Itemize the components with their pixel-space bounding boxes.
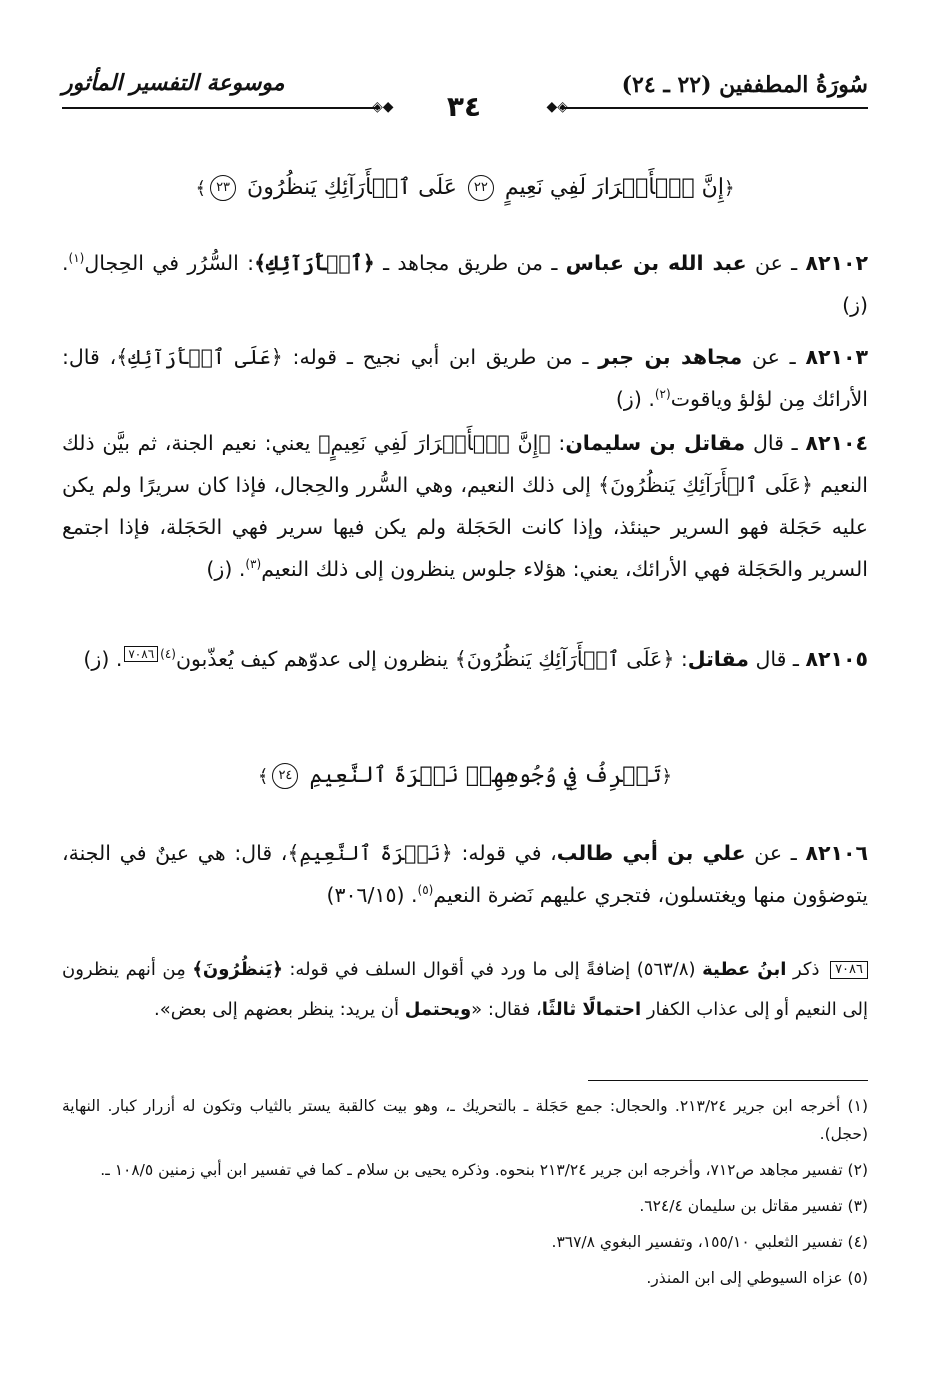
page-header xyxy=(62,64,868,124)
header-rule-left xyxy=(62,107,380,109)
quran-quote: ﴿يَنظُرُونَ﴾ xyxy=(192,959,283,980)
quran-quote: ﴿عَلَى ٱلۡأَرَآئِكِ يَنظُرُونَ﴾ xyxy=(454,647,675,671)
entry-text: ، قال: الأرائك مِن لؤلؤ وياقوت xyxy=(62,345,868,411)
quran-bracket-close-icon: ﴾ xyxy=(195,178,207,199)
entry-text: ـ عن xyxy=(746,251,806,275)
verse-heading xyxy=(62,168,868,209)
quran-bracket-close-icon: ﴾ xyxy=(257,766,269,787)
footnote: (٤) تفسير الثعلبي ١٥٥/١٠، وتفسير البغوي ٣٦٧/٨. xyxy=(551,1233,868,1251)
footnote-marker[interactable]: (١) xyxy=(68,251,85,266)
note-text: مِن أنهم ينظرون إلى النعيم أو إلى عذاب الكفار xyxy=(62,959,868,1020)
entry-text: : xyxy=(674,647,688,671)
entry-text: ـ عن xyxy=(745,841,806,865)
entry-number: ٨٢١٠٣ xyxy=(805,345,868,369)
verse-text: تَعۡرِفُ فِي وُجُوهِهِمۡ نَضۡرَةَ ٱلنَّعِيمِ xyxy=(309,763,662,788)
footnotes xyxy=(62,1092,868,1300)
entry-source: . (ز) xyxy=(615,387,655,411)
rule-ornament-icon: ◆◈ xyxy=(372,99,394,115)
aya-number: ٢٤ xyxy=(272,763,298,789)
page-number: ٣٤ xyxy=(446,90,482,123)
narration-entry xyxy=(62,242,868,326)
quran-quote: ﴿عَلَى ٱلۡأَرَآئِكِ﴾ xyxy=(116,345,283,369)
note-text: ذكر xyxy=(786,959,827,980)
footnote-marker[interactable]: (٣) xyxy=(245,557,262,572)
note-text: ، فقال: « xyxy=(471,999,542,1020)
commentary-number-box: ٧٠٨٦ xyxy=(830,961,868,979)
footnote: (٣) تفسير مقاتل بن سليمان ٦٢٤/٤. xyxy=(639,1197,868,1215)
narrator-name: مقاتل بن سليمان xyxy=(565,431,746,455)
scholar-name: ابنُ عطية xyxy=(702,959,787,980)
footnote: (٢) تفسير مجاهد ص٧١٢، وأخرجه ابن جرير ٢١٣/٢٤ بنحوه. وذكره يحيى بن سلام ـ كما في تفسير ابن أبي زمنين ١٠٨/٥ ـ. xyxy=(100,1161,868,1179)
entry-number: ٨٢١٠٦ xyxy=(805,841,868,865)
emphasis-text: ويحتمل xyxy=(404,999,472,1020)
narration-entry xyxy=(62,336,868,420)
entry-text: ـ عن xyxy=(742,345,806,369)
entry-text: : xyxy=(550,431,566,455)
entry-text: ـ قال xyxy=(745,431,806,455)
narration-entry xyxy=(62,638,868,680)
commentary-note xyxy=(62,950,868,1030)
narrator-name: علي بن أبي طالب xyxy=(556,841,746,865)
verse-text: عَلَى ٱلۡأَرَآئِكِ يَنظُرُونَ xyxy=(247,175,457,200)
aya-number: ٢٣ xyxy=(210,175,236,201)
emphasis-text: احتمالًا ثالثًا xyxy=(541,999,642,1020)
note-text: (٥٦٣/٨) إضافةً إلى ما ورد في أقوال السلف في قوله: xyxy=(282,959,703,980)
entry-number: ٨٢١٠٥ xyxy=(805,647,868,671)
quran-quote: ﴿نَضۡرَةَ ٱلنَّعِيمِ﴾ xyxy=(287,841,453,865)
entry-text: ، في قوله: xyxy=(452,841,557,865)
entry-text: يعني: نعيم الجنة، ثم بيَّن ذلك النعيم ﴿عَلَى ٱلۡأَرَآئِكِ يَنظُرُونَ﴾ إلى ذلك النعيم، وهي السُّرر والحِجال، فإذا كان سريرًا ولم يكن عليه حَجَلة فهو السرير حينئذ، وإذا كانت الحَجَلة ولم يكن فيها سرير فهي الحَجَلة، فإذا اجتمع السرير والحَجَلة فهي الأرائك، يعني: هؤلاء جلوس ينظرون إلى ذلك النعيم xyxy=(62,431,868,581)
entry-text: ـ قال xyxy=(748,647,806,671)
entry-text: ينظرون إلى عدوّهم كيف يُعذّبون xyxy=(175,647,455,671)
entry-source: . (٣٠٦/١٥) xyxy=(326,883,418,907)
verse-heading xyxy=(62,756,868,797)
note-text: أن يريد: ينظر بعضهم إلى بعض». xyxy=(154,999,405,1020)
quran-bracket-open-icon: ﴿ xyxy=(723,178,735,199)
footnote-marker[interactable]: (٢) xyxy=(654,387,671,402)
entry-source: . (ز) xyxy=(62,251,868,317)
entry-source: . (ز) xyxy=(206,557,246,581)
entry-text: : السُّرُر في الحِجال xyxy=(84,251,255,275)
narrator-name: مقاتل xyxy=(687,647,749,671)
entry-text: ، قال: هي عينٌ في الجنة، يتوضؤون منها ويغتسلون، فتجري عليهم نَضرة النعيم xyxy=(62,841,868,907)
verse-text: إِنَّ ٱلۡأَبۡرَارَ لَفِي نَعِيمٍ xyxy=(504,175,724,200)
narration-entry xyxy=(62,832,868,916)
entry-number: ٨٢١٠٢ xyxy=(805,251,868,275)
header-rule-right xyxy=(560,107,868,109)
narrator-name: عبد الله بن عباس xyxy=(565,251,747,275)
rule-ornament-icon: ◈◆ xyxy=(546,99,568,115)
narrator-name: مجاهد بن جبر xyxy=(598,345,743,369)
entry-source: . (ز) xyxy=(83,647,123,671)
quran-bracket-open-icon: ﴿ xyxy=(661,766,673,787)
footnote-marker[interactable]: (٥) xyxy=(417,883,434,898)
book-title: موسوعة التفسير المأثور xyxy=(62,70,285,96)
commentary-reference-box[interactable]: ٧٠٨٦ xyxy=(124,646,158,662)
narration-entry xyxy=(62,422,868,590)
entry-number: ٨٢١٠٤ xyxy=(805,431,868,455)
aya-number: ٢٢ xyxy=(468,175,494,201)
entry-text: ـ من طريق ابن أبي نجيح ـ قوله: xyxy=(282,345,599,369)
footnote: (١) أخرجه ابن جرير ٢١٣/٢٤. والحجال: جمع حَجَلة ـ بالتحريك ـ، وهو بيت كالقبة يستر بالثياب وتكون له أزرار كبار. النهاية (حجل). xyxy=(62,1097,868,1143)
footnote-marker[interactable]: (٤) xyxy=(160,647,176,662)
footnote: (٥) عزاه السيوطي إلى ابن المنذر. xyxy=(646,1269,868,1287)
entry-text: ـ من طريق مجاهد ـ xyxy=(374,251,566,275)
quran-quote: ﴿إِنَّ ٱلۡأَبۡرَارَ لَفِي نَعِيمٍ﴾ xyxy=(318,431,551,455)
quran-quote: ﴿ٱلۡأَرَآئِكِ﴾ xyxy=(254,251,375,275)
surah-title: سُورَةُ المطففين (٢٢ ـ ٢٤) xyxy=(621,72,868,98)
footnote-divider xyxy=(588,1080,868,1081)
